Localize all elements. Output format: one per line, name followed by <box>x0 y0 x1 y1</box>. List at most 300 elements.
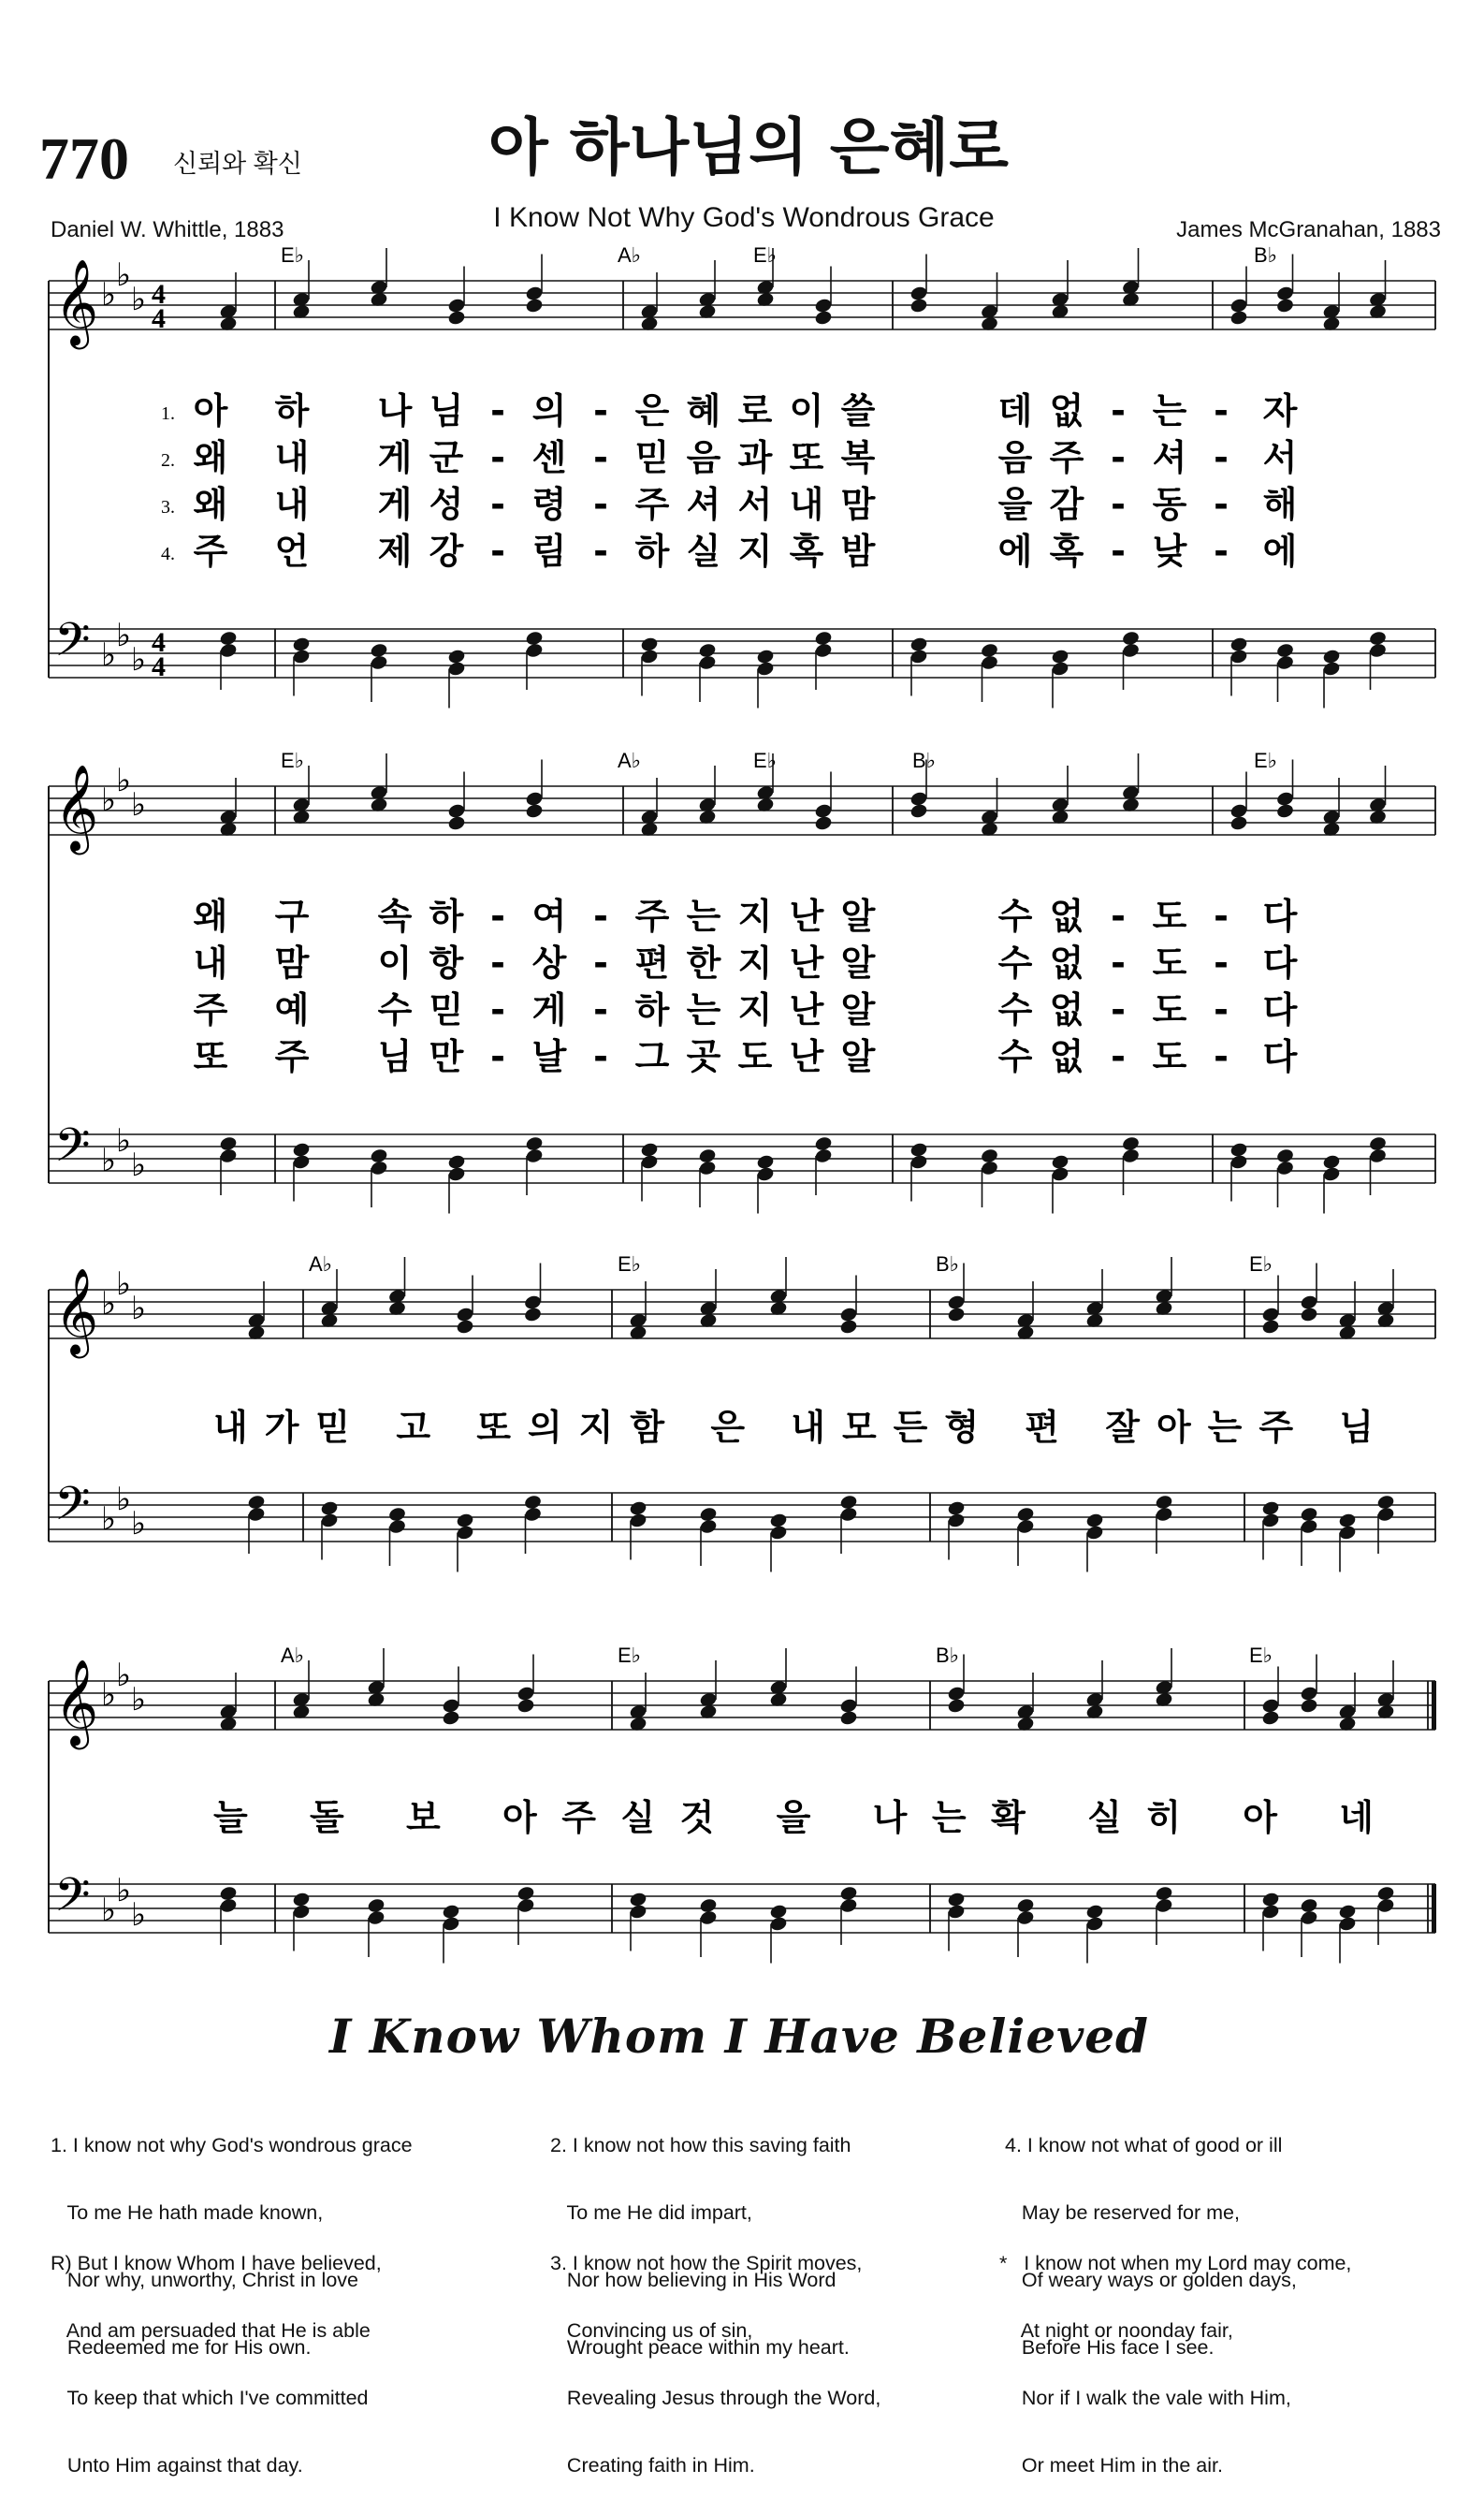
note-head <box>1322 1153 1341 1170</box>
lyric-syllable: 림 <box>531 531 567 572</box>
lyric-syllable: 내 <box>274 484 310 525</box>
note-head <box>814 297 833 314</box>
lyric-syllable: 맘 <box>274 943 310 984</box>
note-head <box>640 648 659 665</box>
lyric-syllable: 없 <box>1049 896 1084 937</box>
note-head <box>839 1318 858 1335</box>
note-head <box>247 1506 266 1523</box>
note-head <box>1155 1494 1173 1511</box>
lyric-syllable: 알 <box>840 943 876 984</box>
lyric-syllable: 에 <box>1262 531 1298 572</box>
lyric-syllable: - <box>593 390 608 431</box>
lyric-syllable: - <box>1111 390 1126 431</box>
note-head <box>839 1885 858 1902</box>
lyric-syllable: 로 <box>737 390 773 431</box>
note-head <box>447 297 466 314</box>
lyric-syllable: 지 <box>737 989 773 1030</box>
note-head <box>1085 1512 1104 1528</box>
verse-number: 1. <box>161 403 175 424</box>
lyric-syllable: - <box>490 437 505 478</box>
note-head <box>447 814 466 831</box>
flat-icon: ♭ <box>131 1147 147 1184</box>
lyric-syllable: 언 <box>274 531 310 572</box>
note-head <box>1229 648 1248 665</box>
chord-symbol: E♭ <box>618 1252 642 1276</box>
lyric-syllable: - <box>490 989 505 1030</box>
lyric-syllable: 도 <box>1152 896 1187 937</box>
note-head <box>640 1153 659 1170</box>
lyric-syllable: - <box>593 531 608 572</box>
note-head <box>523 1506 542 1523</box>
note-head <box>1300 1506 1318 1523</box>
time-signature: 4 <box>152 627 166 658</box>
note-head <box>456 1524 474 1541</box>
note-head <box>292 1141 311 1158</box>
note-head <box>219 1135 238 1152</box>
stanza-line: Before His face I see. <box>1005 2336 1215 2359</box>
note-head <box>516 1685 535 1702</box>
flat-icon: ♭ <box>116 762 132 799</box>
lyric-syllable: 이 <box>377 943 413 984</box>
note-head <box>1155 1885 1173 1902</box>
note-head <box>456 1318 474 1335</box>
note-head <box>387 1506 406 1523</box>
lyric-syllable: 밤 <box>840 531 876 572</box>
note-head <box>814 1147 833 1164</box>
note-head <box>1338 1512 1357 1528</box>
note-head <box>839 1897 858 1914</box>
note-head <box>1051 648 1069 665</box>
lyric-syllable: - <box>1214 437 1229 478</box>
lyric-syllable: 제 <box>377 531 413 572</box>
note-head <box>947 1306 966 1323</box>
note-head <box>367 1897 386 1914</box>
lyric-syllable: 상 <box>531 943 567 984</box>
lyric-syllable: 또 <box>789 437 824 478</box>
flat-icon: ♭ <box>131 281 147 318</box>
lyric-syllable: 난 <box>789 989 824 1030</box>
lyric-syllable: 쓸 <box>840 390 876 431</box>
lyric-syllable: - <box>1111 896 1126 937</box>
lyric-syllable: 내 <box>789 484 824 525</box>
time-signature: 4 <box>152 651 166 682</box>
note-head <box>814 309 833 326</box>
note-head <box>699 1506 718 1523</box>
note-head <box>1322 648 1341 665</box>
note-head <box>219 642 238 659</box>
note-head <box>320 1499 339 1516</box>
lyric-syllable: 도 <box>1152 1036 1187 1077</box>
note-head <box>814 1135 833 1152</box>
note-head <box>525 802 544 819</box>
note-head <box>980 642 998 659</box>
stanza-line: Nor if I walk the vale with Him, <box>999 2387 1291 2409</box>
lyric-syllable: 예 <box>274 989 310 1030</box>
lyric-syllable: 복 <box>840 437 876 478</box>
refrain-lyric: 늘 돌 보 아주실것 을 나는확 실히 아 네 <box>213 1797 1374 1838</box>
lyric-syllable: 군 <box>429 437 464 478</box>
note-head <box>442 1697 460 1714</box>
lyric-syllable: 여 <box>531 896 567 937</box>
note-head <box>387 1518 406 1535</box>
stanza-line: And am persuaded that He is able <box>51 2319 371 2342</box>
treble-clef-icon: 𝄞 <box>54 1267 99 1354</box>
note-head <box>909 790 928 807</box>
note-head <box>909 636 928 652</box>
lyric-syllable: - <box>490 1036 505 1077</box>
note-head <box>629 1891 647 1907</box>
note-head <box>640 636 659 652</box>
flat-icon: ♭ <box>116 1265 132 1303</box>
note-head <box>699 1909 718 1926</box>
note-head <box>698 1160 717 1176</box>
lyric-syllable: 지 <box>737 531 773 572</box>
refrain-stanza <box>51 2207 382 2499</box>
stanza-line: To keep that which I've committed <box>51 2387 369 2409</box>
lyric-syllable: 강 <box>429 531 464 572</box>
stanza-line: 4. I know not what of good or ill <box>1005 2134 1283 2156</box>
stanza-line: Wrought peace within my heart. <box>550 2336 850 2359</box>
chord-symbol: E♭ <box>753 243 778 267</box>
note-head <box>1368 1147 1387 1164</box>
lyric-syllable: 도 <box>1152 989 1187 1030</box>
note-head <box>980 654 998 671</box>
stanza-line: Redeemed me for His own. <box>51 2336 312 2359</box>
note-head <box>1229 636 1248 652</box>
lyric-syllable: 해 <box>1262 484 1298 525</box>
note-head <box>1300 1306 1318 1323</box>
lyric-syllable: - <box>1214 943 1229 984</box>
stanza-line: Of weary ways or golden days, <box>1005 2269 1297 2291</box>
note-head <box>516 1885 535 1902</box>
note-head <box>1229 814 1248 831</box>
note-head <box>523 1494 542 1511</box>
note-head <box>456 1306 474 1323</box>
flat-icon: ♭ <box>101 1676 117 1714</box>
stanza-line: Nor how believing in His Word <box>550 2269 837 2291</box>
lyric-syllable: 지 <box>737 943 773 984</box>
lyric-syllable: 수 <box>377 989 413 1030</box>
lyric-syllable: 는 <box>686 896 721 937</box>
note-head <box>219 1147 238 1164</box>
note-head <box>1261 1512 1280 1528</box>
flat-icon: ♭ <box>131 1290 147 1327</box>
composer-credit: James McGranahan, 1883 <box>1176 217 1441 242</box>
note-head <box>769 1903 788 1920</box>
lyric-syllable: 하 <box>274 390 310 431</box>
flat-icon: ♭ <box>116 1872 132 1909</box>
lyric-syllable: 의 <box>531 390 567 431</box>
note-head <box>292 636 311 652</box>
lyric-syllable: 셔 <box>686 484 721 525</box>
lyric-syllable: 님 <box>429 390 464 431</box>
note-head <box>1261 1891 1280 1907</box>
lyric-syllable: 없 <box>1049 390 1084 431</box>
note-head <box>1376 1506 1395 1523</box>
lyric-syllable: - <box>593 484 608 525</box>
note-head <box>523 1293 542 1310</box>
chord-symbol: E♭ <box>281 749 305 772</box>
lyric-syllable: - <box>1111 1036 1126 1077</box>
note-head <box>640 1141 659 1158</box>
treble-clef-icon: 𝄞 <box>54 1659 99 1746</box>
lyric-syllable: 나 <box>377 390 413 431</box>
note-head <box>1368 1135 1387 1152</box>
note-head <box>292 1903 311 1920</box>
lyric-syllable: 다 <box>1262 943 1298 984</box>
note-head <box>756 1165 775 1182</box>
note-head <box>442 1915 460 1932</box>
note-head <box>1261 1306 1280 1323</box>
note-head <box>756 660 775 677</box>
lyric-syllable: - <box>593 437 608 478</box>
note-head <box>292 1153 311 1170</box>
note-head <box>1275 1147 1294 1164</box>
note-head <box>219 1885 238 1902</box>
lyric-syllable: 낮 <box>1152 531 1187 572</box>
lyric-syllable: - <box>593 943 608 984</box>
lyric-syllable: 내 <box>193 943 228 984</box>
lyric-syllable: 은 <box>634 390 670 431</box>
note-head <box>370 642 388 659</box>
note-head <box>1229 802 1248 819</box>
flat-icon: ♭ <box>116 617 132 654</box>
note-head <box>1261 1318 1280 1335</box>
lyric-syllable: 하 <box>634 989 670 1030</box>
lyric-syllable: 데 <box>997 390 1033 431</box>
english-hymn-title: I Know Whom I Have Believed <box>329 2009 1149 2064</box>
note-head <box>947 1685 966 1702</box>
flat-icon: ♭ <box>101 1285 117 1323</box>
note-head <box>1085 1915 1104 1932</box>
lyric-syllable: 이 <box>789 390 824 431</box>
bass-clef-icon: 𝄢 <box>54 1868 91 1934</box>
note-head <box>909 1141 928 1158</box>
lyric-syllable: 하 <box>429 896 464 937</box>
lyric-syllable: 구 <box>274 896 310 937</box>
note-head <box>980 1147 998 1164</box>
note-head <box>698 642 717 659</box>
flat-icon: ♭ <box>131 786 147 824</box>
note-head <box>1261 1499 1280 1516</box>
chord-symbol: A♭ <box>618 749 642 772</box>
chord-symbol: E♭ <box>1249 1252 1273 1276</box>
note-head <box>980 1160 998 1176</box>
lyric-syllable: 수 <box>997 943 1033 984</box>
note-head <box>523 1306 542 1323</box>
note-head <box>1229 297 1248 314</box>
note-head <box>1376 1897 1395 1914</box>
note-head <box>1016 1518 1035 1535</box>
lyric-syllable: - <box>1214 989 1229 1030</box>
lyric-syllable: 난 <box>789 896 824 937</box>
note-head <box>1229 1141 1248 1158</box>
note-head <box>1155 1506 1173 1523</box>
note-head <box>447 1165 466 1182</box>
note-head <box>1275 297 1294 314</box>
note-head <box>1300 1909 1318 1926</box>
chord-symbol: E♭ <box>753 749 778 772</box>
lyric-syllable: 알 <box>840 989 876 1030</box>
chord-symbol: E♭ <box>1249 1644 1273 1667</box>
note-head <box>1376 1885 1395 1902</box>
stanza-line: 3. I know not how the Spirit moves, <box>550 2252 863 2274</box>
lyric-syllable: 수 <box>997 896 1033 937</box>
flat-icon: ♭ <box>131 1681 147 1718</box>
note-head <box>947 1293 966 1310</box>
chord-symbol: B♭ <box>936 1644 960 1667</box>
lyric-syllable: 령 <box>531 484 567 525</box>
lyric-syllable: 없 <box>1049 1036 1084 1077</box>
note-head <box>219 1897 238 1914</box>
lyric-syllable: 편 <box>634 943 670 984</box>
note-head <box>1376 1494 1395 1511</box>
bass-clef-icon: 𝄢 <box>54 1477 91 1542</box>
lyric-syllable: - <box>1214 484 1229 525</box>
stanza-line: To me He did impart, <box>550 2201 752 2224</box>
note-head <box>1300 1697 1318 1714</box>
stanza-line: Convincing us of sin, <box>550 2319 753 2342</box>
flat-icon: ♭ <box>101 636 117 674</box>
stanza-3 <box>550 2207 880 2499</box>
lyric-syllable: 알 <box>840 1036 876 1077</box>
lyric-syllable: 믿 <box>429 989 464 1030</box>
chord-symbol: A♭ <box>618 243 642 267</box>
flat-icon: ♭ <box>116 1657 132 1694</box>
stanza-line: 1. I know not why God's wondrous grace <box>51 2134 413 2156</box>
bass-clef-icon: 𝄢 <box>54 1118 91 1184</box>
stanza-line: May be reserved for me, <box>1005 2201 1240 2224</box>
note-head <box>814 630 833 647</box>
lyric-syllable: - <box>593 989 608 1030</box>
note-head <box>814 642 833 659</box>
bass-clef-icon: 𝄢 <box>54 613 91 679</box>
verse-number: 4. <box>161 544 175 564</box>
lyric-syllable: 주 <box>193 989 228 1030</box>
note-head <box>1051 1165 1069 1182</box>
lyric-syllable: 아 <box>193 390 228 431</box>
lyric-syllable: - <box>1111 989 1126 1030</box>
lyric-syllable: - <box>593 896 608 937</box>
note-head <box>909 1153 928 1170</box>
lyric-syllable: 만 <box>429 1036 464 1077</box>
note-head <box>1121 1147 1140 1164</box>
note-head <box>447 802 466 819</box>
chord-symbol: A♭ <box>281 1644 305 1667</box>
lyric-syllable: - <box>1111 943 1126 984</box>
lyric-syllable: 내 <box>274 437 310 478</box>
lyric-syllable: 난 <box>789 943 824 984</box>
chord-symbol: E♭ <box>281 243 305 267</box>
flat-icon: ♭ <box>101 276 117 314</box>
note-head <box>516 1697 535 1714</box>
hymn-title-english: I Know Not Why God's Wondrous Grace <box>493 202 995 233</box>
note-head <box>1275 802 1294 819</box>
note-head <box>447 660 466 677</box>
lyric-syllable: 서 <box>1262 437 1298 478</box>
lyric-syllable: 셔 <box>1152 437 1187 478</box>
chord-symbol: A♭ <box>309 1252 333 1276</box>
lyric-syllable: - <box>1111 531 1126 572</box>
verse-number: 2. <box>161 450 175 471</box>
note-head <box>947 1891 966 1907</box>
lyric-syllable: 믿 <box>634 437 670 478</box>
stanza-line: Nor why, unworthy, Christ in love <box>51 2269 358 2291</box>
stanza-line: To me He hath made known, <box>51 2201 324 2224</box>
flat-icon: ♭ <box>101 782 117 819</box>
lyric-syllable: 알 <box>840 896 876 937</box>
lyric-syllable: 감 <box>1049 484 1084 525</box>
stanza-line: R) But I know Whom I have believed, <box>51 2252 382 2274</box>
note-head <box>1016 1897 1035 1914</box>
note-head <box>525 1147 544 1164</box>
lyric-syllable: 실 <box>686 531 721 572</box>
chord-symbol: B♭ <box>1254 243 1278 267</box>
note-head <box>525 1135 544 1152</box>
lyric-syllable: 그 <box>634 1036 670 1077</box>
note-head <box>1300 1897 1318 1914</box>
stanza-line: Revealing Jesus through the Word, <box>550 2387 881 2409</box>
note-head <box>525 630 544 647</box>
note-head <box>219 630 238 647</box>
lyric-syllable: 주 <box>634 896 670 937</box>
note-head <box>292 1891 311 1907</box>
chord-symbol: B♭ <box>912 749 937 772</box>
lyricist-credit: Daniel W. Whittle, 1883 <box>51 217 284 242</box>
note-head <box>909 297 928 314</box>
hymn-number: 770 <box>39 125 129 192</box>
note-head <box>1368 642 1387 659</box>
lyric-syllable: 다 <box>1262 989 1298 1030</box>
lyric-syllable: 또 <box>193 1036 228 1077</box>
note-head <box>1261 1697 1280 1714</box>
lyric-syllable: - <box>490 390 505 431</box>
note-head <box>1016 1506 1035 1523</box>
flat-icon: ♭ <box>101 1500 117 1538</box>
lyric-syllable: 게 <box>377 437 413 478</box>
note-head <box>525 790 544 807</box>
note-head <box>442 1903 460 1920</box>
note-head <box>1085 1524 1104 1541</box>
lyric-syllable: 자 <box>1262 390 1298 431</box>
time-signature: 4 <box>152 279 166 310</box>
note-head <box>814 802 833 819</box>
chord-symbol: E♭ <box>1254 749 1278 772</box>
stanza-line: * I know not when my Lord may come, <box>999 2252 1352 2274</box>
lyric-syllable: - <box>490 484 505 525</box>
lyric-syllable: - <box>1111 484 1126 525</box>
note-head <box>525 297 544 314</box>
refrain-lyric: 내가믿 고 또의지함 은 내모든형 편 잘아는주 님 <box>213 1407 1374 1448</box>
flat-icon: ♭ <box>101 1142 117 1179</box>
lyric-syllable: 항 <box>429 943 464 984</box>
note-head <box>947 1903 966 1920</box>
note-head <box>456 1512 474 1528</box>
flat-icon: ♭ <box>116 1481 132 1518</box>
note-head <box>629 1499 647 1516</box>
note-head <box>442 1709 460 1726</box>
lyric-syllable: - <box>1214 896 1229 937</box>
note-head <box>370 1147 388 1164</box>
stanza-line: Unto Him against that day. <box>51 2454 303 2477</box>
note-head <box>447 1153 466 1170</box>
lyric-syllable: 하 <box>634 531 670 572</box>
note-head <box>320 1512 339 1528</box>
lyric-syllable: 는 <box>1152 390 1187 431</box>
stanza-extra <box>999 2207 1351 2499</box>
note-head <box>1155 1897 1173 1914</box>
note-head <box>1322 660 1341 677</box>
